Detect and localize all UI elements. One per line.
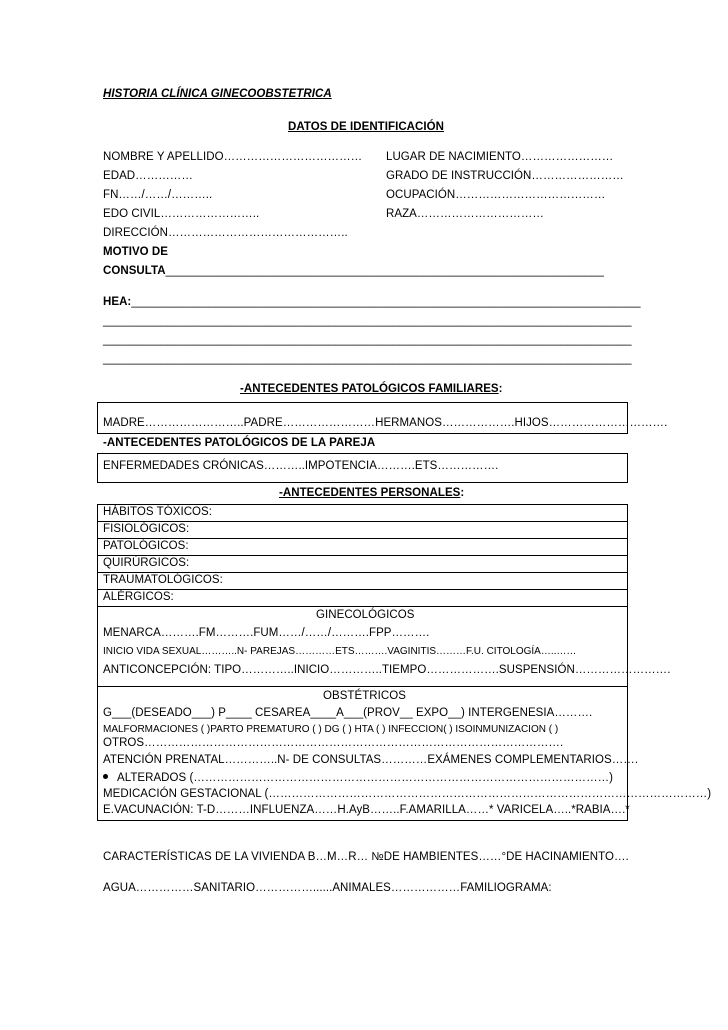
row-divider: [97, 589, 628, 590]
vida-sexual-row[interactable]: INICIO VIDA SEXUAL………..N- PAREJAS…………ETS……….VAGINITIS………F.U. CITOLOGÍA…..……: [103, 646, 577, 657]
row-divider: [97, 606, 628, 607]
ginecologicos-heading: GINECOLÓGICOS: [316, 609, 415, 621]
pareja-heading: -ANTECEDENTES PATOLÓGICOS DE LA PAREJA: [103, 437, 376, 449]
personales-row-traumatologicos[interactable]: TRAUMATOLÓGICOS:: [103, 574, 223, 586]
familiares-row[interactable]: MADRE……………………..PADRE……………………HERMANOS……………….HIJOS………………………….: [103, 417, 668, 429]
row-divider: [97, 686, 628, 687]
hea-line[interactable]: __________________________________________________________________________________: [103, 334, 632, 346]
bullet-icon: [103, 774, 108, 779]
motivo-consulta-field[interactable]: [103, 265, 604, 277]
field-fn[interactable]: FN……/……/………..: [103, 189, 213, 201]
row-divider: [97, 521, 628, 522]
personales-colon: :: [460, 487, 465, 499]
field-raza[interactable]: RAZA……………………………: [386, 208, 544, 220]
field-lugar-nacimiento[interactable]: LUGAR DE NACIMIENTO……………………: [386, 151, 614, 163]
vacunacion-row[interactable]: E.VACUNACIÓN: T-D………INFLUENZA……H.AyB……..F.AMARILLA……* VARICELA…..*RABIA….*: [103, 804, 630, 816]
menarca-row[interactable]: MENARCA……….FM……….FUM……/……/……….FPP……….: [103, 627, 430, 639]
hea-line[interactable]: __________________________________________________________________________________: [103, 353, 632, 365]
row-divider: [97, 538, 628, 539]
malformaciones-row[interactable]: MALFORMACIONES ( )PARTO PREMATURO ( ) DG ( ) HTA ( ) INFECCION( ) ISOINMUNIZACION ( ): [103, 724, 559, 735]
field-nombre[interactable]: NOMBRE Y APELLIDO………………………………: [103, 151, 363, 163]
medicacion-row[interactable]: MEDICACIÓN GESTACIONAL (……………………………………………………………………………………………………): [103, 788, 712, 800]
field-ocupacion[interactable]: OCUPACIÓN…………………………………: [386, 189, 606, 201]
familiares-heading-text: -ANTECEDENTES PATOLÓGICOS FAMILIARES: [240, 383, 499, 395]
personales-row-patologicos[interactable]: PATOLÓGICOS:: [103, 540, 189, 552]
field-direccion[interactable]: DIRECCIÓN………………………………………..: [103, 227, 348, 239]
alterados-row[interactable]: [103, 772, 613, 784]
hea-fill: _______________________________________________________________________________: [131, 296, 641, 308]
row-divider: [97, 555, 628, 556]
row-divider: [97, 572, 628, 573]
otros-row[interactable]: OTROS……………………………………………………………………………………………….: [103, 737, 564, 749]
personales-row-fisiologicos[interactable]: FISIOLÓGICOS:: [103, 523, 190, 535]
alterados-text: ALTERADOS (………………………………………………………………………………………………): [117, 772, 614, 784]
field-edo-civil[interactable]: EDO CIVIL……………………..: [103, 208, 260, 220]
motivo-label: MOTIVO DE: [103, 246, 168, 258]
hea-field[interactable]: [103, 296, 641, 308]
servicios-row[interactable]: AGUA……………SANITARIO……………......ANIMALES………………FAMILIOGRAMA:: [103, 882, 552, 894]
consulta-fill: ____________________________________________________________________: [165, 265, 604, 277]
gesta-row[interactable]: G___(DESEADO___) P____ CESAREA____A___(PROV__ EXPO__) INTERGENESIA……….: [103, 707, 593, 719]
field-edad[interactable]: EDAD……………: [103, 170, 193, 182]
hea-line[interactable]: __________________________________________________________________________________: [103, 315, 632, 327]
anticoncepcion-row[interactable]: ANTICONCEPCIÓN: TIPO…………..INICIO…………..TIEMPO……………….SUSPENSIÓN…………………….: [103, 664, 671, 676]
field-grado-instruccion[interactable]: GRADO DE INSTRUCCIÓN……………………: [386, 170, 624, 182]
familiares-colon: :: [498, 383, 503, 395]
personales-row-habitos[interactable]: HÁBITOS TÓXICOS:: [103, 506, 213, 518]
personales-row-alergicos[interactable]: ALÉRGICOS:: [103, 591, 174, 603]
personales-row-quirurgicos[interactable]: QUIRÚRGICOS:: [103, 557, 190, 569]
familiares-heading: [240, 383, 503, 395]
vivienda-row[interactable]: CARACTERÍSTICAS DE LA VIVIENDA B…M…R… №DE HAMBIENTES……°DE HACINAMIENTO….: [103, 851, 629, 863]
personales-heading-text: -ANTECEDENTES PERSONALES: [279, 487, 461, 499]
hea-label: HEA:: [103, 296, 132, 308]
prenatal-row[interactable]: ATENCIÓN PRENATAL…………..N- DE CONSULTAS…………EXÁMENES COMPLEMENTARIOS…….: [103, 754, 639, 766]
document-title: HISTORIA CLÍNICA GINECOOBSTETRICA: [103, 88, 332, 100]
obstetricos-heading: OBSTÉTRICOS: [323, 690, 406, 702]
pareja-row[interactable]: ENFERMEDADES CRÓNICAS………..IMPOTENCIA……….ETS…………….: [103, 460, 499, 472]
identification-heading: DATOS DE IDENTIFICACIÓN: [288, 121, 444, 133]
consulta-label: CONSULTA: [103, 265, 166, 277]
personales-heading: [279, 487, 464, 499]
